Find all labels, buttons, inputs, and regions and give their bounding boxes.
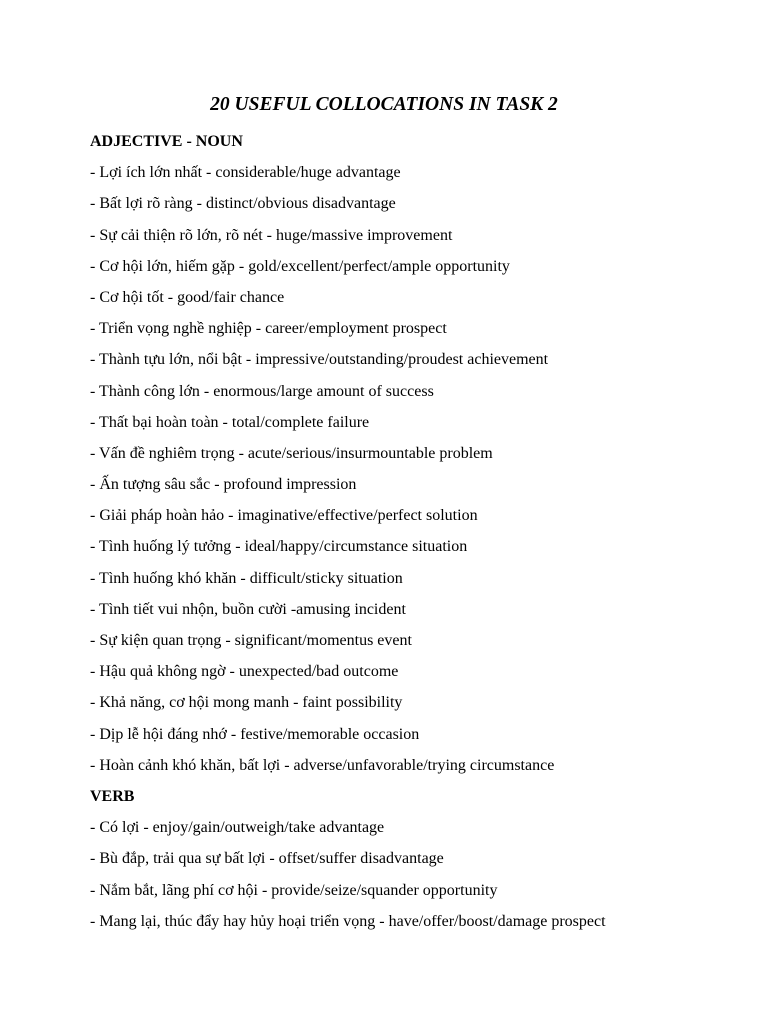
collocation-item: - Cơ hội lớn, hiếm gặp - gold/excellent/perfect/ample opportunity	[90, 257, 510, 275]
section-heading: ADJECTIVE - NOUN	[90, 133, 243, 150]
collocation-item: - Thành công lớn - enormous/large amount of success	[90, 382, 434, 400]
section-heading: VERB	[90, 787, 135, 805]
collocation-item: - Bất lợi rõ ràng - distinct/obvious disadvantage	[90, 195, 396, 213]
collocation-item: - Cơ hội tốt - good/fair chance	[90, 288, 285, 306]
collocation-item: - Thất bại hoàn toàn - total/complete failure	[90, 413, 370, 431]
collocation-item: - Hậu quả không ngờ - unexpected/bad outcome	[90, 663, 399, 681]
collocation-item: - Tình huống khó khăn - difficult/sticky situation	[90, 569, 403, 587]
collocation-item: - Dịp lễ hội đáng nhớ - festive/memorable occasion	[90, 725, 420, 743]
document-title: 20 USEFUL COLLOCATIONS IN TASK 2	[210, 94, 558, 115]
collocation-item: - Khả năng, cơ hội mong manh - faint possibility	[90, 694, 403, 712]
collocation-item: - Tình tiết vui nhộn, buồn cười -amusing incident	[90, 600, 406, 618]
collocation-item: - Triển vọng nghề nghiệp - career/employment prospect	[90, 320, 447, 338]
collocation-item: - Có lợi - enjoy/gain/outweigh/take advantage	[90, 819, 385, 837]
collocation-item: - Tình huống lý tưởng - ideal/happy/circumstance situation	[90, 538, 468, 556]
collocation-item: - Sự kiện quan trọng - significant/momentus event	[90, 632, 412, 649]
collocation-item: - Thành tựu lớn, nổi bật - impressive/outstanding/proudest achievement	[90, 351, 549, 369]
collocation-item: - Mang lại, thúc đẩy hay hủy hoại triển vọng - have/offer/boost/damage prospect	[90, 912, 606, 930]
collocation-item: - Giải pháp hoàn hảo - imaginative/effective/perfect solution	[90, 507, 478, 525]
collocation-item: - Lợi ích lớn nhất - considerable/huge advantage	[90, 164, 401, 182]
collocation-item: - Bù đắp, trải qua sự bất lợi - offset/suffer disadvantage	[90, 850, 444, 868]
collocation-item: - Ấn tượng sâu sắc - profound impression	[90, 476, 357, 494]
document-body	[90, 126, 750, 937]
collocation-item: - Vấn đề nghiêm trọng - acute/serious/insurmountable problem	[90, 444, 493, 462]
collocation-item: - Hoàn cảnh khó khăn, bất lợi - adverse/unfavorable/trying circumstance	[90, 756, 555, 774]
collocation-item: - Nắm bắt, lãng phí cơ hội - provide/seize/squander opportunity	[90, 881, 498, 899]
collocation-item: - Sự cải thiện rõ lớn, rõ nét - huge/massive improvement	[90, 226, 453, 244]
